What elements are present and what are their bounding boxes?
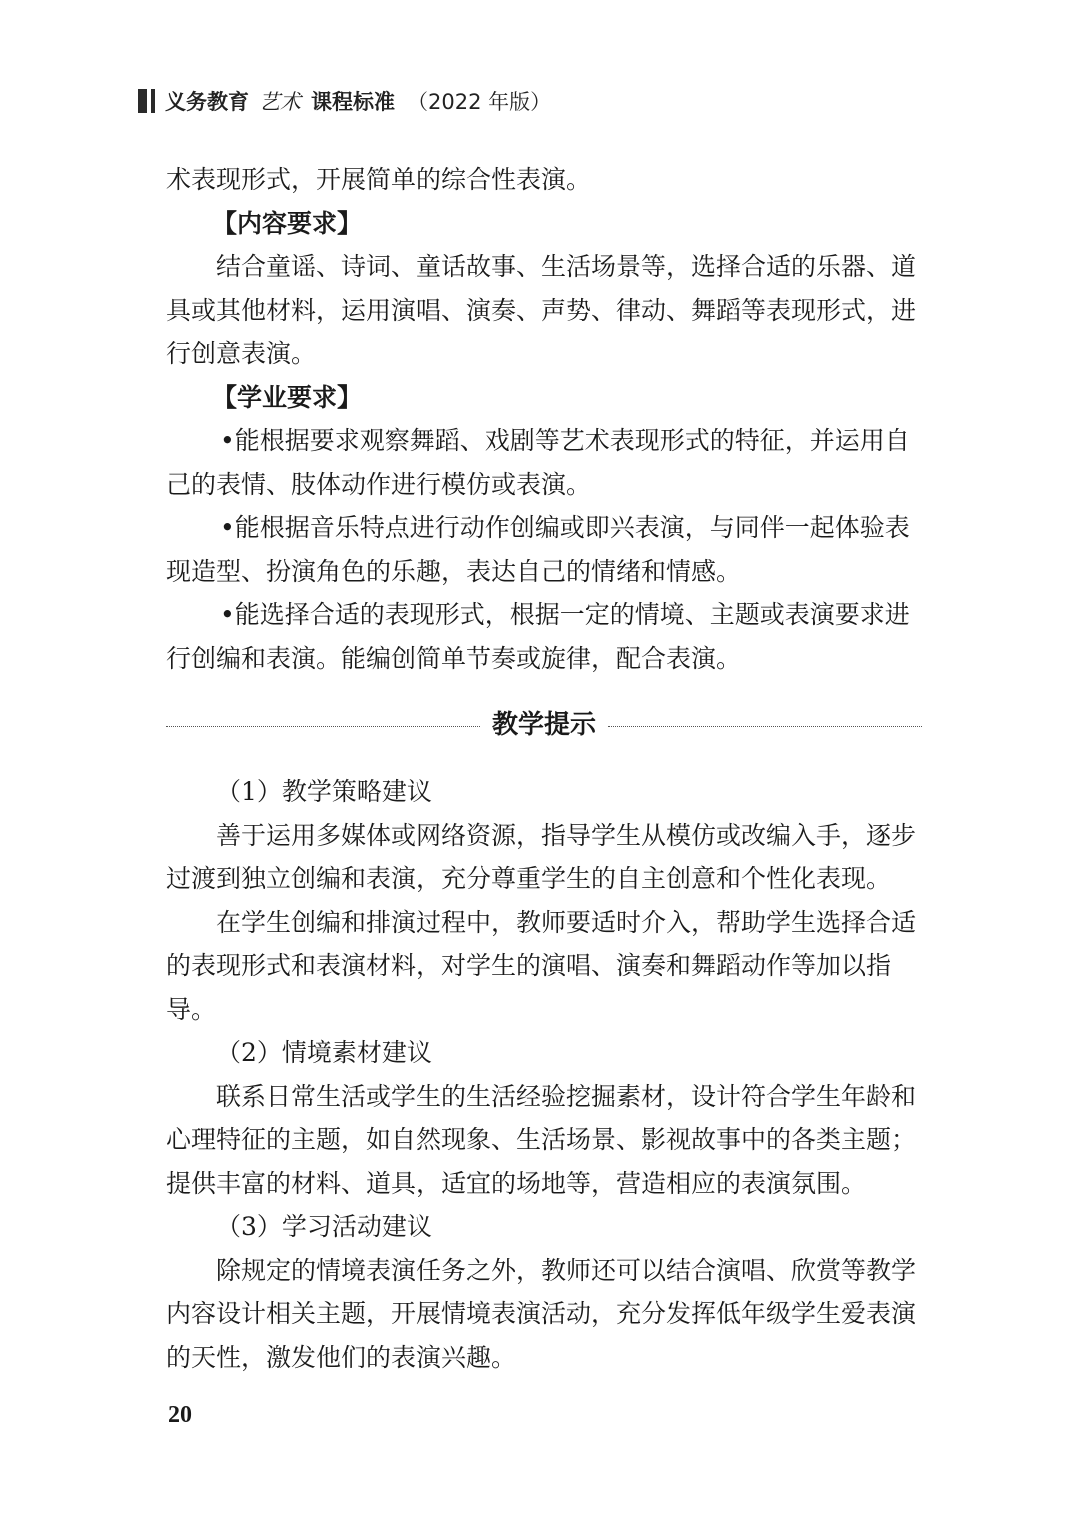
header-bar-icon — [138, 89, 155, 113]
header-bar-thin — [151, 89, 155, 113]
divider-line-left — [166, 726, 480, 727]
section-title: 教学提示 — [492, 710, 597, 741]
section-divider — [166, 706, 922, 746]
divider-line-right — [608, 726, 922, 727]
paragraph-body: 除规定的情境表演任务之外，教师还可以结合演唱、欣赏等教学内容设计相关主题，开展情境表演活动，充分发挥低年级学生爱表演的天性，激发他们的表演兴趣。 — [166, 1255, 917, 1372]
header-bar-thick — [138, 89, 147, 113]
header-version: （2022 年版） — [407, 90, 552, 114]
running-header — [138, 86, 551, 116]
header-subject: 艺术 — [259, 90, 301, 114]
paragraph-body: 善于运用多媒体或网络资源，指导学生从模仿或改编入手，逐步过渡到独立创编和表演，充分尊重学生的自主创意和个性化表现。 — [166, 820, 917, 893]
bullet-item: •能根据音乐特点进行动作创编或即兴表演，与同伴一起体验表现造型、扮演角色的乐趣，表达自己的情绪和情感。 — [166, 513, 910, 586]
paragraph-body: 联系日常生活或学生的生活经验挖掘素材，设计符合学生年龄和心理特征的主题，如自然现象、生活场景、影视故事中的各类主题；提供丰富的材料、道具，适宜的场地等，营造相应的表演氛围。 — [166, 1081, 917, 1198]
paragraph-body: 在学生创编和排演过程中，教师要适时介入，帮助学生选择合适的表现形式和表演材料，对学生的演唱、演奏和舞蹈动作等加以指导。 — [166, 907, 917, 1024]
paragraph-continuation: 术表现形式，开展简单的综合性表演。 — [166, 165, 592, 194]
header-title: 课程标准 — [311, 90, 395, 114]
subheading-teaching-strategy: （1）教学策略建议 — [216, 777, 432, 806]
page-number: 20 — [168, 1402, 192, 1428]
header-prefix: 义务教育 — [165, 90, 249, 114]
bullet-item: •能选择合适的表现形式，根据一定的情境、主题或表演要求进行创编和表演。能编创简单节奏或旋律，配合表演。 — [166, 600, 910, 673]
heading-content-requirements: 【内容要求】 — [212, 208, 363, 238]
bullet-item: •能根据要求观察舞蹈、戏剧等艺术表现形式的特征，并运用自己的表情、肢体动作进行模仿或表演。 — [166, 426, 910, 499]
heading-academic-requirements: 【学业要求】 — [212, 382, 363, 412]
subheading-context-material: （2）情境素材建议 — [216, 1038, 432, 1067]
paragraph-content-requirements: 结合童谣、诗词、童话故事、生活场景等，选择合适的乐器、道具或其他材料，运用演唱、演奏、声势、律动、舞蹈等表现形式，进行创意表演。 — [166, 252, 917, 368]
subheading-learning-activity: （3）学习活动建议 — [216, 1212, 432, 1241]
page-body — [166, 158, 922, 1379]
